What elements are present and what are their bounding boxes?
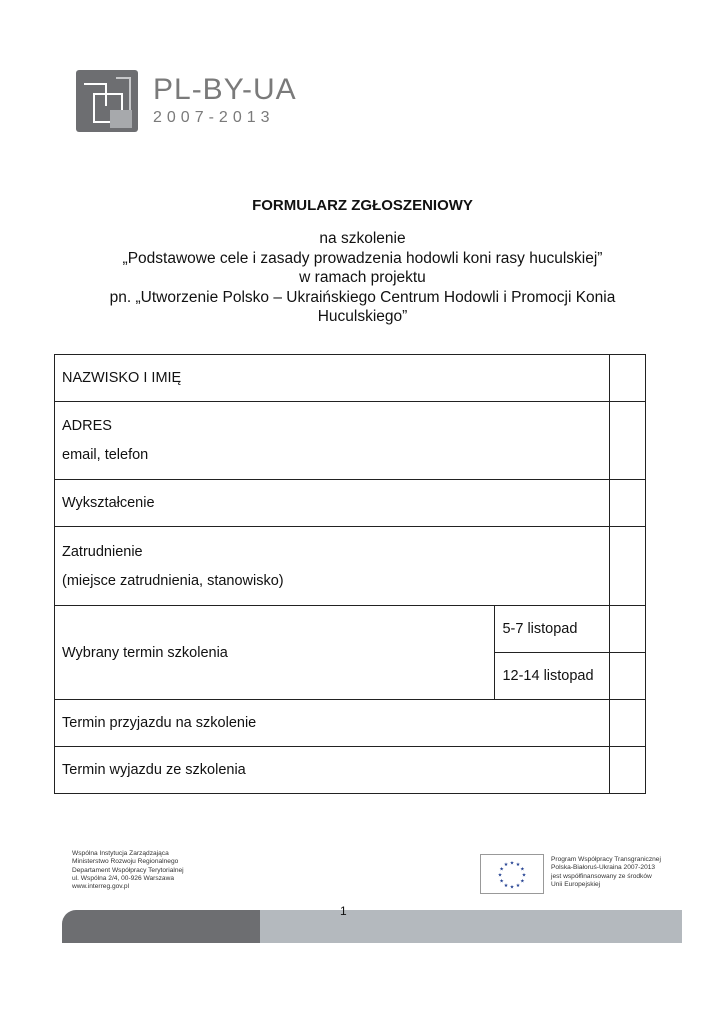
subtitle-line: na szkolenie [319, 230, 406, 247]
contact-label: email, telefon [62, 447, 149, 463]
term-option-1-label: 5-7 listopad [495, 606, 610, 653]
eu-star-icon: ★ [520, 866, 525, 873]
subtitle-line: Huculskiego” [317, 308, 408, 325]
name-label: NAZWISKO I IMIĘ [55, 355, 610, 402]
form-subtitle [60, 229, 665, 327]
address-field[interactable] [610, 402, 646, 480]
page-number: 1 [340, 904, 347, 918]
footer-line: ul. Wspólna 2/4, 00-926 Warszawa [72, 874, 175, 882]
subtitle-line: „Podstawowe cele i zasady prowadzenia hodowli koni rasy huculskiej” [122, 249, 603, 267]
eu-star-icon: ★ [509, 860, 515, 867]
employment-label: Zatrudnienie [62, 543, 143, 560]
eu-star-icon: ★ [520, 878, 525, 885]
footer-line: Ministerstwo Rozwoju Regionalnego [72, 858, 179, 866]
education-label: Wykształcenie [55, 480, 610, 527]
term-option-2-label: 12-14 listopad [495, 653, 610, 700]
footer-line: jest współfinansowany ze środków [551, 872, 652, 880]
departure-field[interactable] [610, 747, 646, 794]
arrival-field[interactable] [610, 700, 646, 747]
registration-form-table [54, 354, 646, 794]
term-option-2-field[interactable] [610, 653, 646, 700]
employment-label-cell [55, 527, 610, 606]
eu-flag-icon [480, 854, 544, 894]
arrival-label: Termin przyjazdu na szkolenie [55, 700, 610, 747]
footer-line: Departament Współpracy Terytorialnej [72, 866, 184, 874]
logo-title: PL-BY-UA [153, 73, 297, 106]
footer-bar-light [260, 910, 682, 943]
table-row [55, 747, 646, 794]
footer-bar-dark [62, 910, 260, 943]
footer-line: Wspólna Instytucja Zarządzająca [72, 850, 169, 857]
name-field[interactable] [610, 355, 646, 402]
eu-star-icon: ★ [499, 866, 504, 873]
logo-years: 2007-2013 [153, 109, 275, 126]
table-row [55, 606, 646, 653]
table-row [55, 402, 646, 480]
eu-star-icon: ★ [521, 872, 527, 879]
eu-star-icon: ★ [499, 878, 504, 885]
footer-line: Program Współpracy Transgranicznej [551, 856, 661, 863]
employment-detail-label: (miejsce zatrudnienia, stanowisko) [62, 572, 284, 589]
eu-star-icon: ★ [509, 884, 515, 891]
address-label-cell [55, 402, 610, 480]
address-label: ADRES [62, 418, 112, 434]
eu-star-icon: ★ [497, 872, 503, 879]
footer-line: www.interreg.gov.pl [72, 883, 130, 891]
subtitle-line: pn. „Utworzenie Polsko – Ukraińskiego Centrum Hodowli i Promocji Konia [109, 288, 616, 306]
table-row [55, 480, 646, 527]
eu-star-icon: ★ [515, 882, 521, 889]
term-option-1-field[interactable] [610, 606, 646, 653]
eu-star-icon: ★ [503, 862, 509, 869]
footer-line: Polska-Białoruś-Ukraina 2007-2013 [551, 864, 656, 872]
footer-authority-info [72, 850, 184, 891]
employment-field[interactable] [610, 527, 646, 606]
pl-by-ua-logo-icon [76, 70, 138, 132]
table-row [55, 355, 646, 402]
form-title: FORMULARZ ZGŁOSZENIOWY [252, 197, 473, 214]
footer-program-info [551, 856, 661, 889]
footer-line: Unii Europejskiej [551, 880, 601, 888]
departure-label: Termin wyjazdu ze szkolenia [55, 747, 610, 794]
program-logo [76, 70, 296, 132]
table-row [55, 527, 646, 606]
table-row [55, 700, 646, 747]
term-label: Wybrany termin szkolenia [55, 606, 495, 700]
eu-star-icon: ★ [515, 862, 521, 869]
subtitle-line: w ramach projektu [299, 269, 426, 286]
education-field[interactable] [610, 480, 646, 527]
eu-star-icon: ★ [503, 882, 509, 889]
